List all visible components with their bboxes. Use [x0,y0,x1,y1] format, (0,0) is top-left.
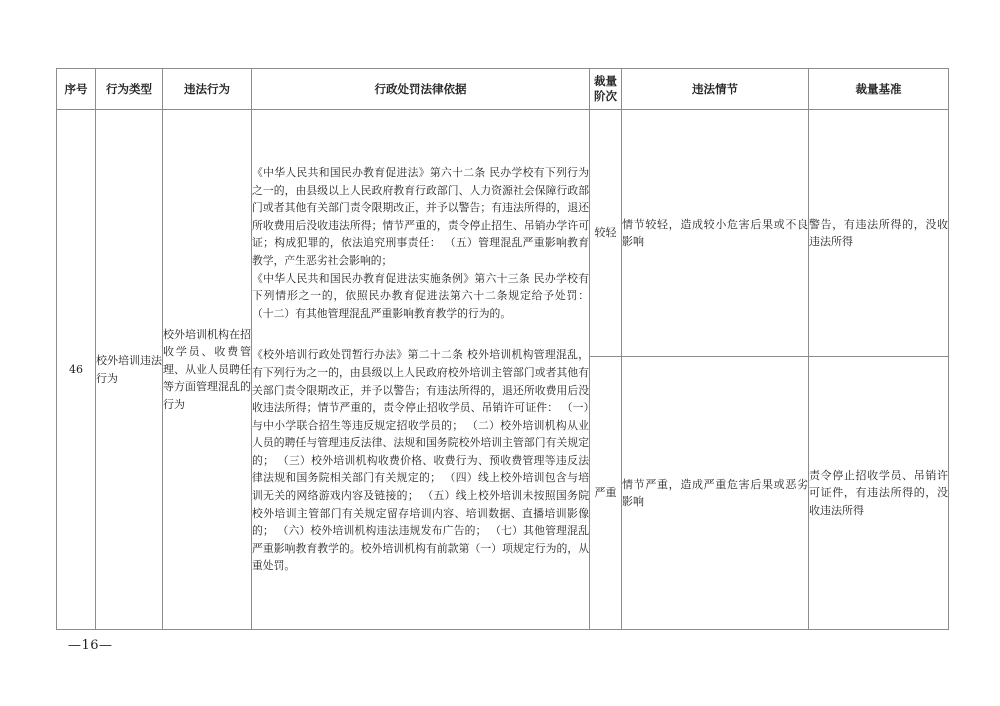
cell-level-light: 较轻 [590,110,622,357]
table-row-light [57,110,949,357]
cell-seq: 46 [57,110,96,630]
header-seq: 序号 [57,69,96,110]
cell-level-severe: 严重 [590,357,622,630]
header-circumstance: 违法情节 [622,69,809,110]
cell-circumstance-severe: 情节严重，造成严重危害后果或恶劣影响 [622,357,809,630]
cell-legal-basis [252,110,590,630]
cell-violation: 校外培训机构在招收学员、收费管理、从业人员聘任等方面管理混乱的行为 [163,110,252,630]
penalty-standard-table [56,68,949,630]
page-number: —16— [68,638,113,653]
header-violation: 违法行为 [163,69,252,110]
cell-standard-severe: 责令停止招收学员、吊销许可证件，有违法所得的，没收违法所得 [809,357,949,630]
header-basis: 行政处罚法律依据 [252,69,590,110]
cell-standard-light: 警告，有违法所得的，没收违法所得 [809,110,949,357]
header-row [57,69,949,110]
basis-paragraph: 《中华人民共和国民办教育促进法》第六十二条 民办学校有下列行为之一的，由县级以上人民政府教育行政部门、人力资源社会保障行政部门或者其他有关部门责令限期改正，并予以警告；有违法所得的，退还所收费用后没收违法所得；情节严重的，责令停止招生、吊销办学许可证；构成犯罪的，依法追究刑事责任： （五）管理混乱严重影响教育教学，产生恶劣社会影响的； [252,165,589,267]
paragraph-gap [252,322,589,346]
header-standard: 裁量基准 [809,69,949,110]
header-level-line2: 阶次 [594,89,617,103]
header-type: 行为类型 [96,69,163,110]
basis-paragraph: 《中华人民共和国民办教育促进法实施条例》第六十三条 民办学校有下列情形之一的，依照民办教育促进法第六十二条规定给予处罚： （十二）有其他管理混乱严重影响教育教学的行为的。 [252,271,589,320]
header-level [590,69,622,110]
basis-paragraph: 《校外培训行政处罚暂行办法》第二十二条 校外培训机构管理混乱，有下列行为之一的，由县级以上人民政府校外培训主管部门或者其他有关部门责令限期改正，并予以警告；有违法所得的，退还所收费用后没收违法所得；情节严重的，责令停止招收学员、吊销许可证件： （一）与中小学联合招生等违反规定招收学员的； （二）校外培训机构从业人员的聘任与管理违反法律、法规和国务院校外培训主管部门有关规定的； （三）校外培训机构收费价格、收费行为、预收费管理等违反法律法规和国务院相关部门有关规定的； （四）线上校外培训包含与培训无关的网络游戏内容及链接的； （五）线上校外培训未按照国务院校外培训主管部门有关规定留存培训内容、培训数据、直播培训影像的； （六）校外培训机构违法违规发布广告的； （七）其他管理混乱严重影响教育教学的。校外培训机构有前款第（一）项规定行为的，从重处罚。 [252,348,589,573]
cell-circumstance-light: 情节较轻，造成较小危害后果或不良影响 [622,110,809,357]
cell-type: 校外培训违法行为 [96,110,163,630]
header-level-line1: 裁量 [594,74,617,88]
